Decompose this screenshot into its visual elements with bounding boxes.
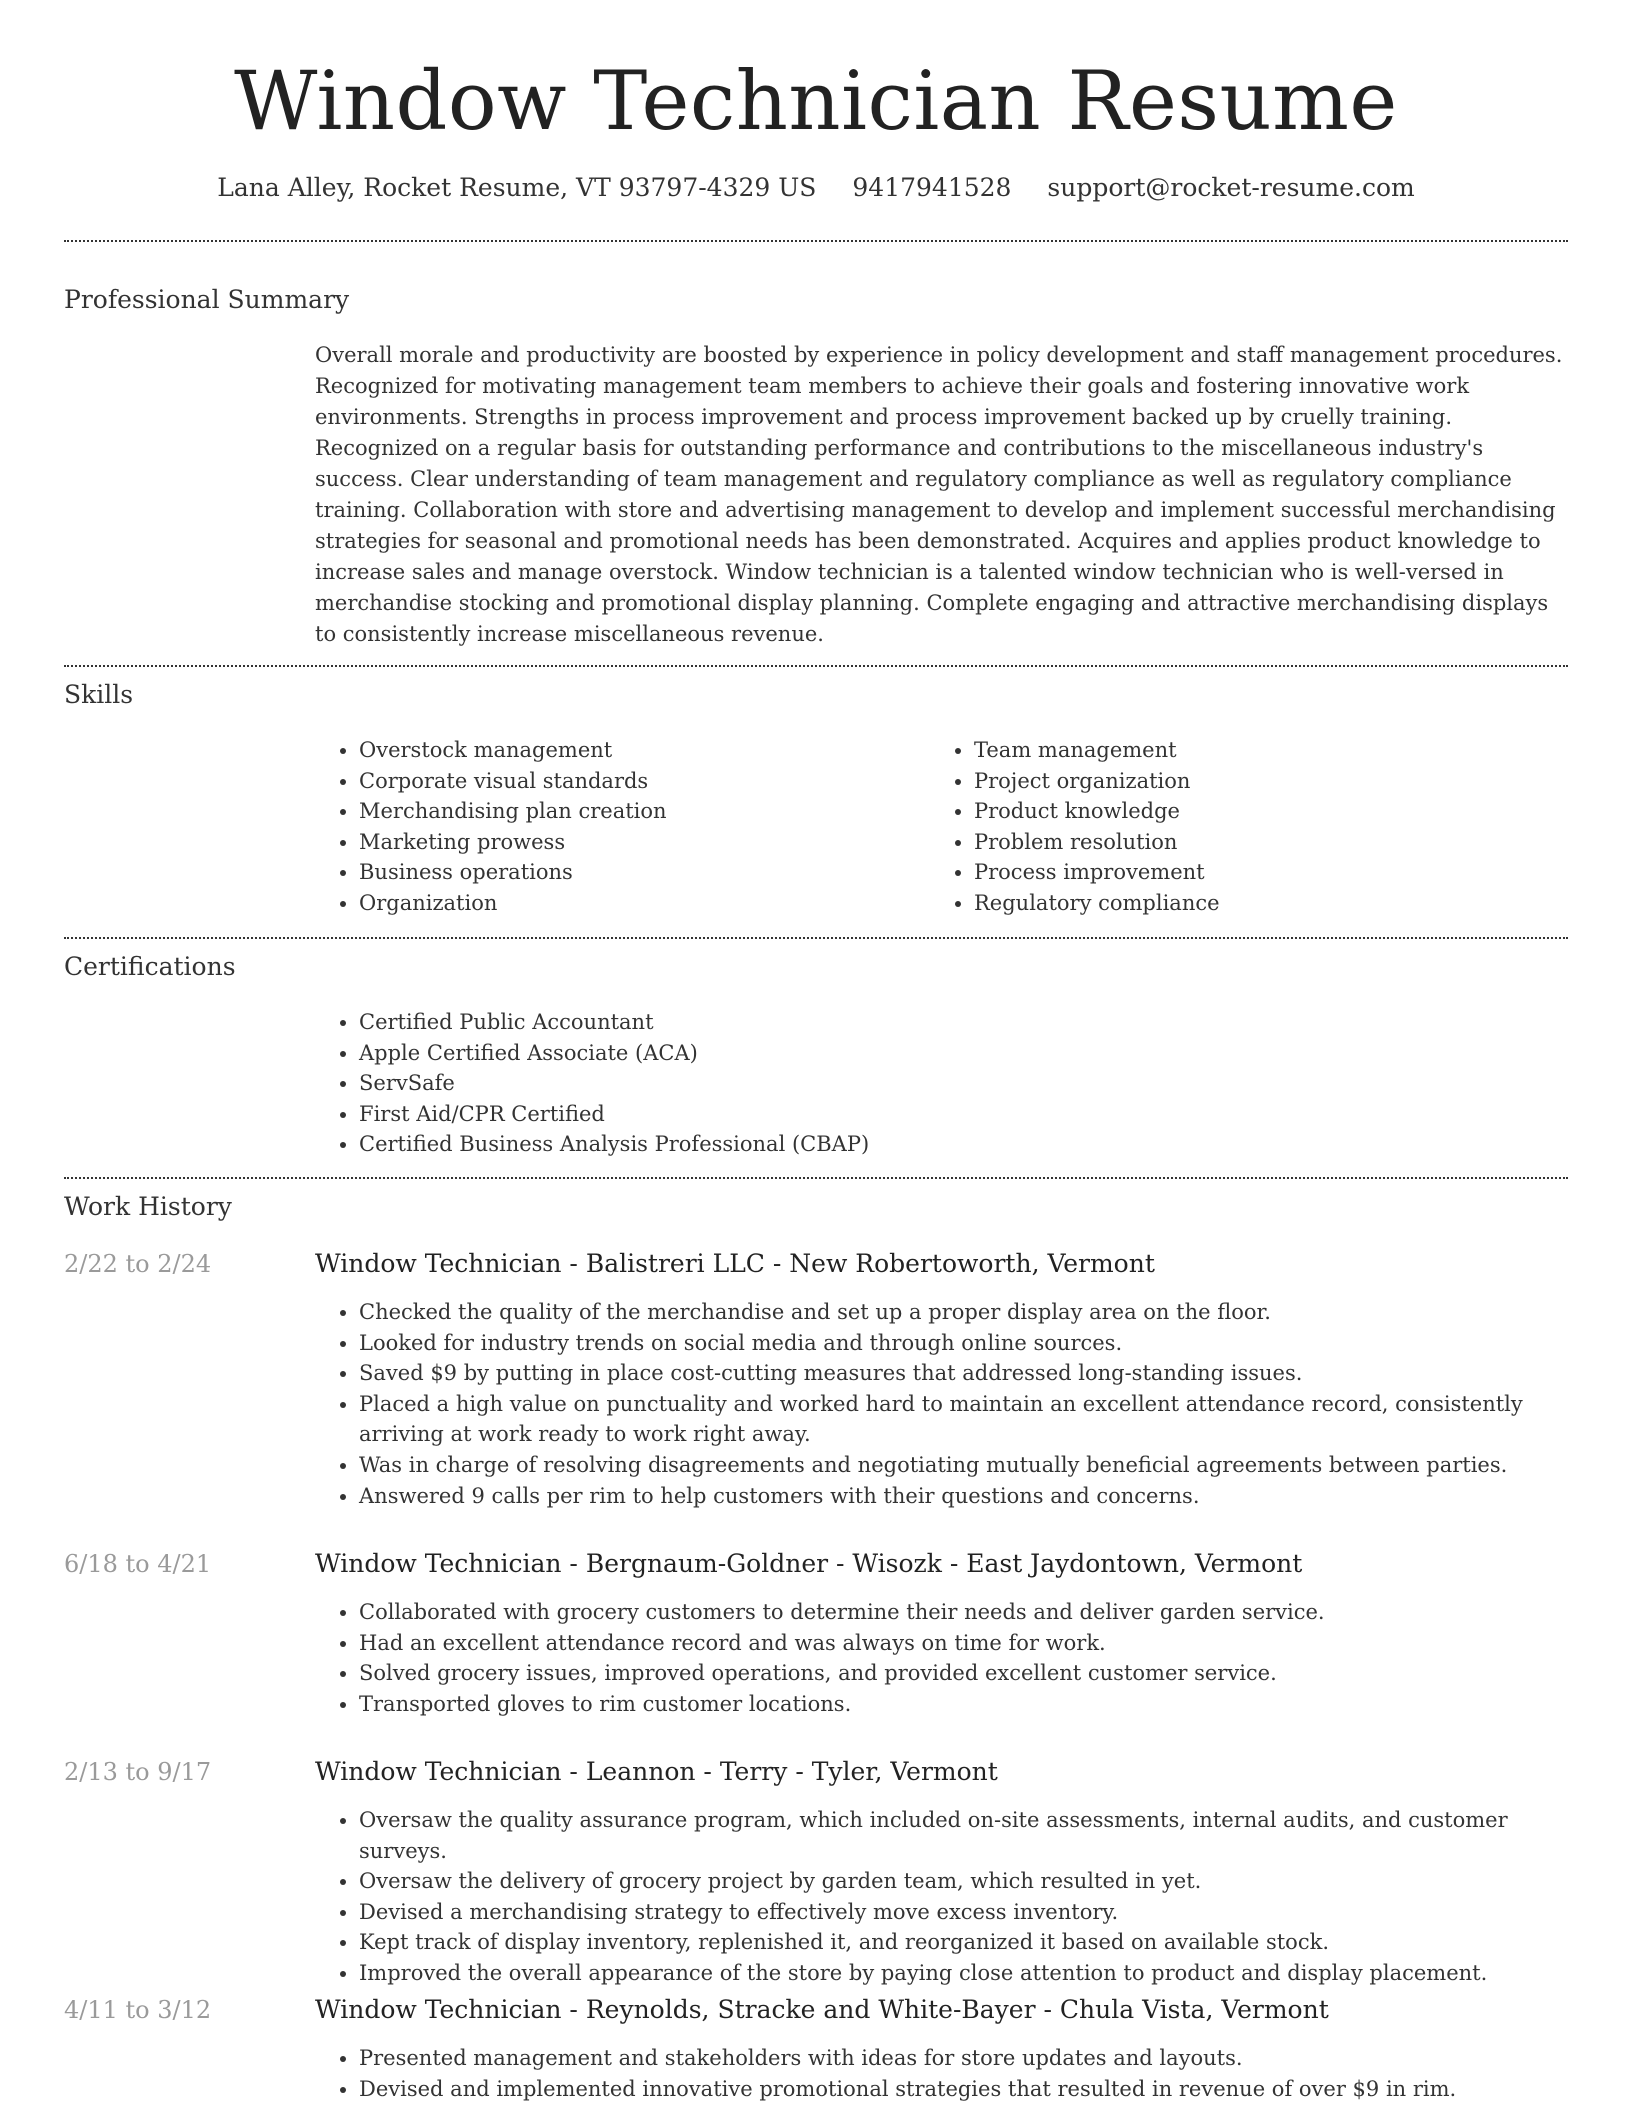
list-item: • Devised a merchandising strategy to effectively move excess inventory. bbox=[359, 1897, 1569, 1928]
summary-heading: Professional Summary bbox=[64, 285, 350, 314]
job-bullets bbox=[315, 2043, 1569, 2104]
list-item: • Corporate visual standards bbox=[359, 766, 919, 797]
contact-phone: 9417941528 bbox=[852, 173, 1012, 202]
job-dates: 2/22 to 2/24 bbox=[64, 1250, 212, 1278]
list-item: • Process improvement bbox=[974, 857, 1574, 888]
job-bullets bbox=[315, 1805, 1569, 1989]
job-title: Window Technician - Reynolds, Stracke and White-Bayer - Chula Vista, Vermont bbox=[315, 1995, 1329, 2024]
list-item: • ServSafe bbox=[359, 1068, 1559, 1099]
summary-text: Overall morale and productivity are boosted by experience in policy development and staff management procedures. Recognized for motivating management team members to achieve their goals and fostering innovative work environments. Strengths in process improvement and process improvement backed up by cruelly training. Recognized on a regular basis for outstanding performance and contributions to the miscellaneous industry's success. Clear understanding of team management and regulatory compliance as well as regulatory compliance training. Collaboration with store and advertising management to develop and implement successful merchandising strategies for seasonal and promotional needs has been demonstrated. Acquires and applies product knowledge to increase sales and manage overstock. Window technician is a talented window technician who is well-versed in merchandise stocking and promotional display planning. Complete engaging and attractive merchandising displays to consistently increase miscellaneous revenue. bbox=[315, 343, 1563, 646]
work-history-heading: Work History bbox=[64, 1192, 232, 1221]
list-item: • Certified Public Accountant bbox=[359, 1007, 1559, 1038]
list-item: • Marketing prowess bbox=[359, 827, 919, 858]
list-item: • Transported gloves to rim customer locations. bbox=[359, 1689, 1569, 1720]
divider bbox=[64, 937, 1568, 939]
job-dates: 6/18 to 4/21 bbox=[64, 1550, 212, 1578]
divider bbox=[64, 665, 1568, 667]
list-item: • Solved grocery issues, improved operations, and provided excellent customer service. bbox=[359, 1658, 1569, 1689]
list-item: • Business operations bbox=[359, 857, 919, 888]
list-item: • Product knowledge bbox=[974, 796, 1574, 827]
job-bullets bbox=[315, 1597, 1569, 1719]
list-item: • Oversaw the delivery of grocery project by garden team, which resulted in yet. bbox=[359, 1866, 1569, 1897]
list-item: • Team management bbox=[974, 735, 1574, 766]
list-item: • Looked for industry trends on social media and through online sources. bbox=[359, 1328, 1569, 1359]
list-item: • First Aid/CPR Certified bbox=[359, 1099, 1559, 1130]
list-item: • Apple Certified Associate (ACA) bbox=[359, 1038, 1559, 1069]
list-item: • Collaborated with grocery customers to determine their needs and deliver garden service. bbox=[359, 1597, 1569, 1628]
resume-title: Window Technician Resume bbox=[234, 55, 1398, 149]
list-item: • Improved the overall appearance of the store by paying close attention to product and display placement. bbox=[359, 1958, 1569, 1989]
list-item: • Saved $9 by putting in place cost-cutting measures that addressed long-standing issues. bbox=[359, 1358, 1569, 1389]
job-title: Window Technician - Bergnaum-Goldner - Wisozk - East Jaydontown, Vermont bbox=[315, 1549, 1303, 1578]
list-item: • Problem resolution bbox=[974, 827, 1574, 858]
job-title: Window Technician - Leannon - Terry - Tyler, Vermont bbox=[315, 1757, 998, 1786]
list-item: • Checked the quality of the merchandise and set up a proper display area on the floor. bbox=[359, 1297, 1569, 1328]
divider bbox=[64, 1177, 1568, 1179]
list-item: • Was in charge of resolving disagreements and negotiating mutually beneficial agreements between parties. bbox=[359, 1450, 1569, 1481]
contact-address: Lana Alley, Rocket Resume, VT 93797-4329 US bbox=[217, 173, 817, 202]
list-item: • Overstock management bbox=[359, 735, 919, 766]
certifications-heading: Certifications bbox=[64, 952, 236, 981]
contact-line bbox=[64, 170, 1568, 206]
skills-heading: Skills bbox=[64, 680, 134, 709]
list-item: • Certified Business Analysis Professional (CBAP) bbox=[359, 1129, 1559, 1160]
divider bbox=[64, 240, 1568, 242]
list-item: • Oversaw the quality assurance program, which included on-site assessments, internal audits, and customer surveys. bbox=[359, 1805, 1569, 1866]
skills-list-right bbox=[930, 735, 1574, 919]
list-item: • Presented management and stakeholders with ideas for store updates and layouts. bbox=[359, 2043, 1569, 2074]
contact-email: support@rocket-resume.com bbox=[1047, 173, 1415, 202]
job-title: Window Technician - Balistreri LLC - New Robertoworth, Vermont bbox=[315, 1249, 1155, 1278]
list-item: • Merchandising plan creation bbox=[359, 796, 919, 827]
job-dates: 2/13 to 9/17 bbox=[64, 1758, 212, 1786]
list-item: • Kept track of display inventory, replenished it, and reorganized it based on available stock. bbox=[359, 1927, 1569, 1958]
list-item: • Placed a high value on punctuality and worked hard to maintain an excellent attendance record, consistently arriving at work ready to work right away. bbox=[359, 1389, 1569, 1450]
list-item: • Devised and implemented innovative promotional strategies that resulted in revenue of over $9 in rim. bbox=[359, 2074, 1569, 2105]
list-item: • Regulatory compliance bbox=[974, 888, 1574, 919]
skills-list-left bbox=[315, 735, 919, 919]
job-dates: 4/11 to 3/12 bbox=[64, 1996, 212, 2024]
list-item: • Answered 9 calls per rim to help customers with their questions and concerns. bbox=[359, 1481, 1569, 1512]
list-item: • Organization bbox=[359, 888, 919, 919]
list-item: • Project organization bbox=[974, 766, 1574, 797]
list-item: • Had an excellent attendance record and was always on time for work. bbox=[359, 1628, 1569, 1659]
certifications-list bbox=[315, 1007, 1559, 1160]
job-bullets bbox=[315, 1297, 1569, 1511]
